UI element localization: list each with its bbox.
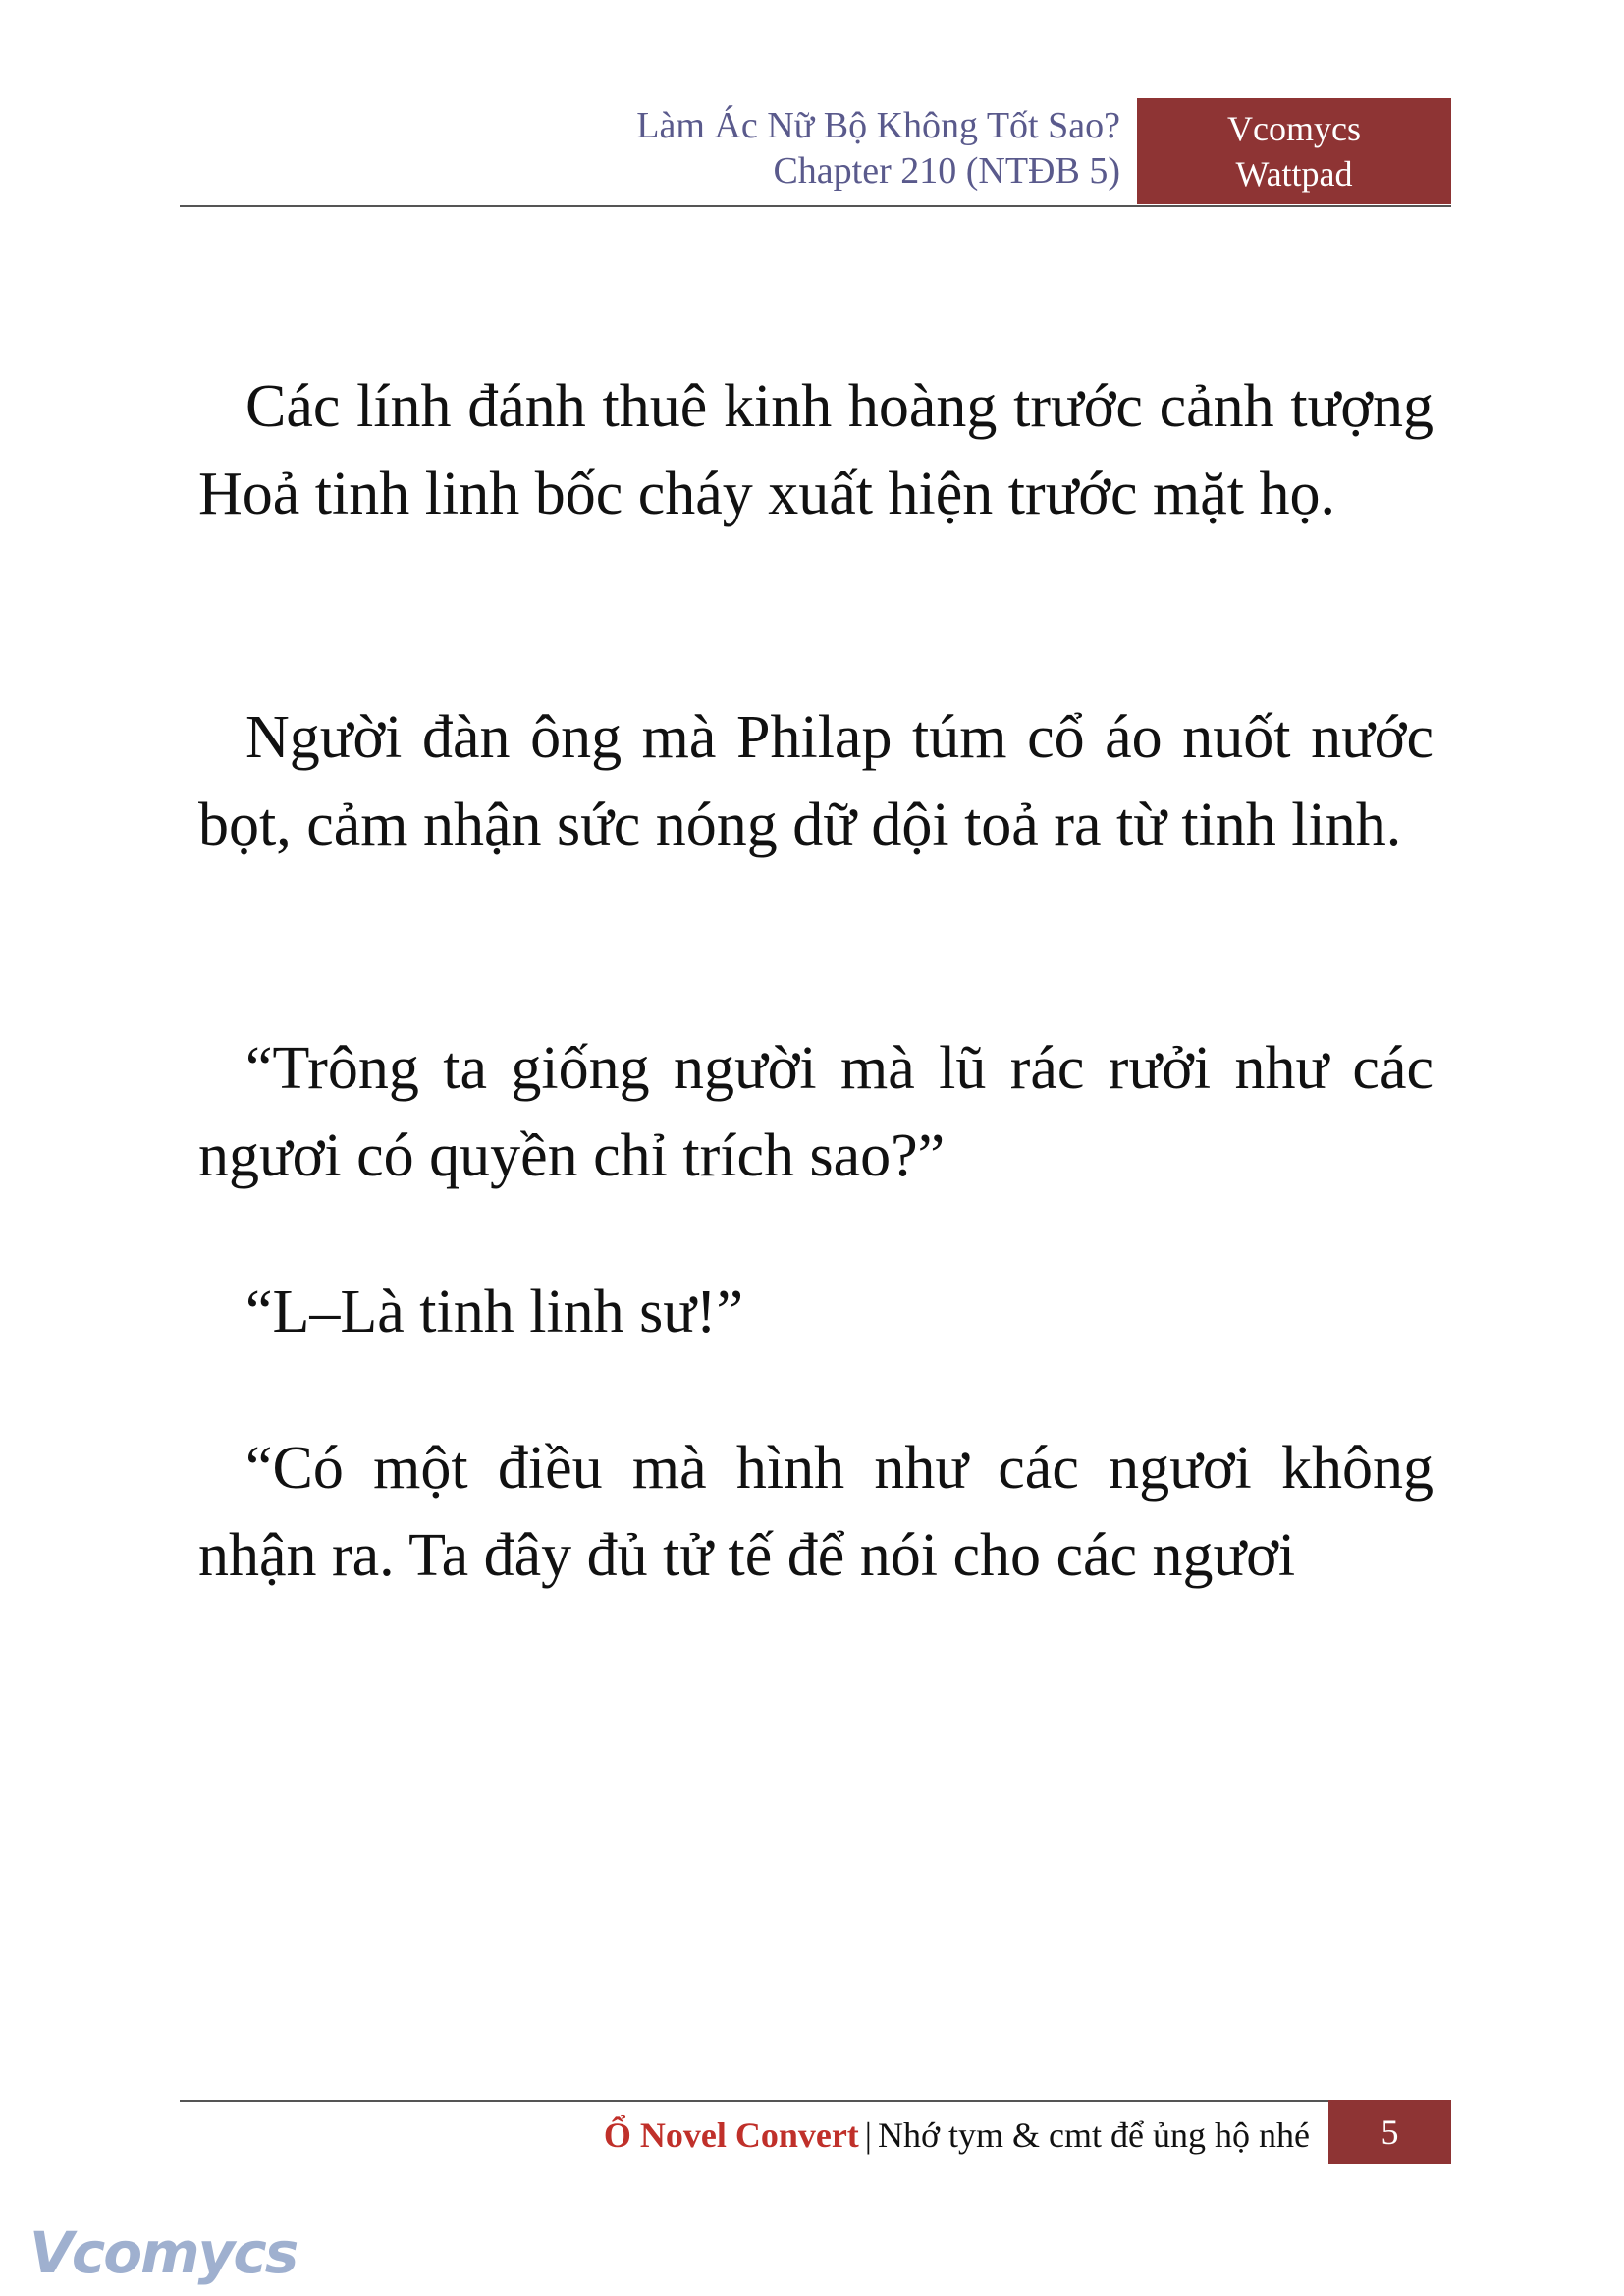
footer-separator: | (864, 2115, 873, 2155)
book-title: Làm Ác Nữ Bộ Không Tốt Sao? (636, 105, 1120, 146)
author-badge (1137, 98, 1451, 204)
paragraph: “Trông ta giống người mà lũ rác rưởi như các ngươi có quyền chỉ trích sao?” (198, 1035, 1434, 1189)
paragraph: “L–Là tinh linh sư!” (245, 1279, 744, 1345)
chapter-body (198, 363, 1434, 1756)
chapter-label: Chapter 210 (NTĐB 5) (773, 150, 1120, 191)
running-header (636, 103, 1120, 193)
platform-name: Wattpad (1235, 154, 1353, 193)
watermark-logo: Vcomycs (29, 2219, 298, 2286)
author-name: Vcomycs (1227, 109, 1361, 148)
paragraph: Người đàn ông mà Philap túm cổ áo nuốt nước bọt, cảm nhận sức nóng dữ dội toả ra từ tinh linh. (198, 704, 1434, 858)
footer-divider (180, 2100, 1328, 2102)
header-divider (180, 205, 1451, 207)
footer-note: Nhớ tym & cmt để ủng hộ nhé (878, 2115, 1310, 2155)
paragraph: Các lính đánh thuê kinh hoàng trước cảnh tượng Hoả tinh linh bốc cháy xuất hiện trước mặt họ. (198, 373, 1434, 527)
footer-brand: Ổ Novel Convert (603, 2115, 859, 2155)
page-number: 5 (1328, 2100, 1451, 2164)
paragraph: “Có một điều mà hình như các ngươi không nhận ra. Ta đây đủ tử tế để nói cho các ngươi (198, 1435, 1434, 1589)
running-footer (604, 2112, 1310, 2158)
